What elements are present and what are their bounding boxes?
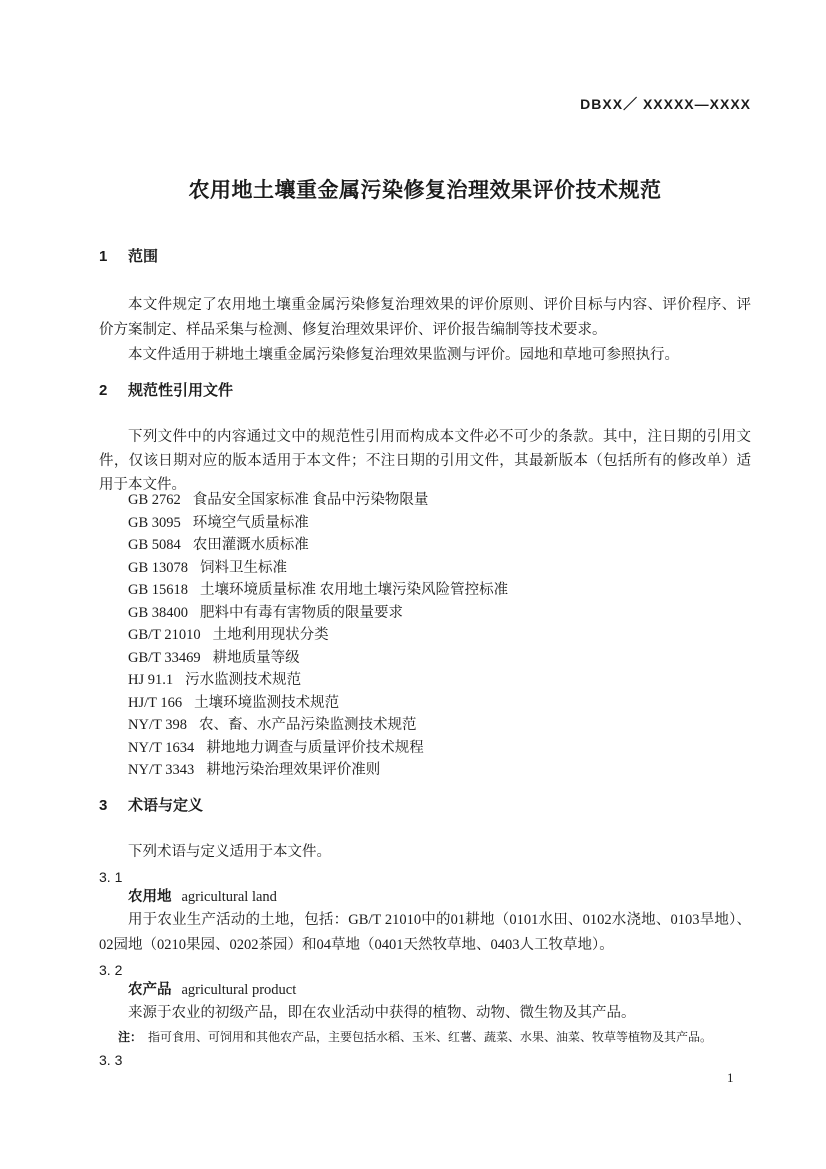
term-3-2-en: agricultural product — [181, 981, 297, 998]
reference-item — [128, 714, 751, 737]
reference-title: 土壤环境质量标准 农用地土壤污染风险管控标准 — [200, 582, 509, 598]
reference-title: 土壤环境监测技术规范 — [194, 694, 340, 711]
section-1-number: 1 — [99, 248, 108, 265]
reference-title: 食品安全国家标准 食品中污染物限量 — [192, 492, 429, 508]
reference-title: 污水监测技术规范 — [185, 672, 302, 688]
reference-item — [128, 759, 751, 782]
reference-item — [128, 512, 751, 535]
reference-item — [128, 579, 751, 602]
reference-item — [128, 692, 751, 715]
scope-paragraph-1: 本文件规定了农用地土壤重金属污染修复治理效果的评价原则、评价目标与内容、评价程序、评价方案制定、样品采集与检测、修复治理效果评价、评价报告编制等技术要求。 — [99, 297, 751, 338]
section-2-heading — [99, 383, 751, 399]
reference-item — [128, 624, 751, 647]
normative-references-intro: 下列文件中的内容通过文中的规范性引用而构成本文件必不可少的条款。其中，注日期的引用文件，仅该日期对应的版本适用于本文件；不注日期的引用文件，其最新版本（包括所有的修改单）适用于本文件。 — [99, 429, 751, 493]
reference-code: GB 3095 — [128, 514, 181, 531]
section-2-title: 规范性引用文件 — [128, 382, 234, 399]
clause-number-3-3: 3. 3 — [99, 1051, 123, 1068]
reference-title: 耕地地力调查与质量评价技术规程 — [206, 739, 424, 756]
term-3-2 — [99, 980, 751, 1001]
term-3-1-definition: 用于农业生产活动的土地，包括：GB/T 21010中的01耕地（0101水田、0102水浇地、0103旱地）、02园地（0210果园、0202茶园）和04草地（0401天然牧草地、0403人工牧草地）。 — [99, 911, 751, 953]
reference-item — [128, 602, 751, 625]
reference-title: 农、畜、水产品污染监测技术规范 — [198, 717, 417, 733]
terms-intro: 下列术语与定义适用于本文件。 — [128, 843, 331, 860]
section-1-heading — [99, 249, 751, 265]
reference-code: GB 5084 — [128, 537, 181, 553]
section-3-number: 3 — [99, 796, 108, 814]
standard-code: DBXX／ XXXXX—XXXX — [580, 96, 751, 112]
reference-title: 耕地质量等级 — [212, 649, 300, 666]
note-label: 注： — [118, 1029, 143, 1044]
reference-code: GB/T 33469 — [128, 649, 201, 666]
term-3-2-zh: 农产品 — [128, 981, 172, 998]
section-2-number: 2 — [99, 382, 108, 399]
normative-references-list — [99, 489, 751, 782]
reference-title: 土地利用现状分类 — [212, 627, 329, 643]
reference-code: NY/T 398 — [128, 717, 187, 733]
reference-title: 饲料卫生标准 — [200, 559, 288, 576]
reference-item — [128, 737, 751, 760]
reference-title: 肥料中有毒有害物质的限量要求 — [200, 604, 404, 621]
reference-item — [128, 489, 751, 512]
reference-code: GB 13078 — [128, 559, 189, 576]
document-title: 农用地土壤重金属污染修复治理效果评价技术规范 — [188, 179, 662, 202]
reference-code: NY/T 3343 — [128, 762, 195, 778]
reference-code: GB 15618 — [128, 582, 189, 598]
reference-code: NY/T 1634 — [128, 739, 195, 756]
section-1-title: 范围 — [128, 248, 159, 265]
scope-paragraph-2: 本文件适用于耕地土壤重金属污染修复治理效果监测与评价。园地和草地可参照执行。 — [128, 347, 679, 363]
term-3-1 — [99, 887, 751, 908]
clause-number-3-1: 3. 1 — [99, 868, 123, 885]
section-3-heading — [99, 798, 751, 814]
reference-item — [128, 669, 751, 692]
term-3-1-en: agricultural land — [181, 888, 277, 905]
reference-code: GB 2762 — [128, 492, 181, 508]
term-3-2-definition: 来源于农业的初级产品，即在农业活动中获得的植物、动物、微生物及其产品。 — [128, 1004, 636, 1021]
reference-code: GB 38400 — [128, 604, 189, 621]
term-3-2-note — [99, 1026, 751, 1048]
reference-item — [128, 557, 751, 580]
reference-title: 耕地污染治理效果评价准则 — [206, 762, 381, 778]
reference-item — [128, 647, 751, 670]
reference-item — [128, 534, 751, 557]
term-3-1-zh: 农用地 — [128, 888, 172, 905]
note-text: 指可食用、可饲用和其他农产品，主要包括水稻、玉米、红薯、蔬菜、水果、油菜、牧草等植物及其产品。 — [148, 1029, 713, 1044]
reference-title: 环境空气质量标准 — [192, 514, 309, 531]
reference-title: 农田灌溉水质标准 — [192, 537, 309, 553]
section-3-title: 术语与定义 — [128, 796, 204, 814]
reference-code: HJ 91.1 — [128, 672, 174, 688]
page-number: 1 — [727, 1070, 734, 1085]
reference-code: GB/T 21010 — [128, 627, 201, 643]
clause-number-3-2: 3. 2 — [99, 961, 123, 978]
reference-code: HJ/T 166 — [128, 694, 183, 711]
